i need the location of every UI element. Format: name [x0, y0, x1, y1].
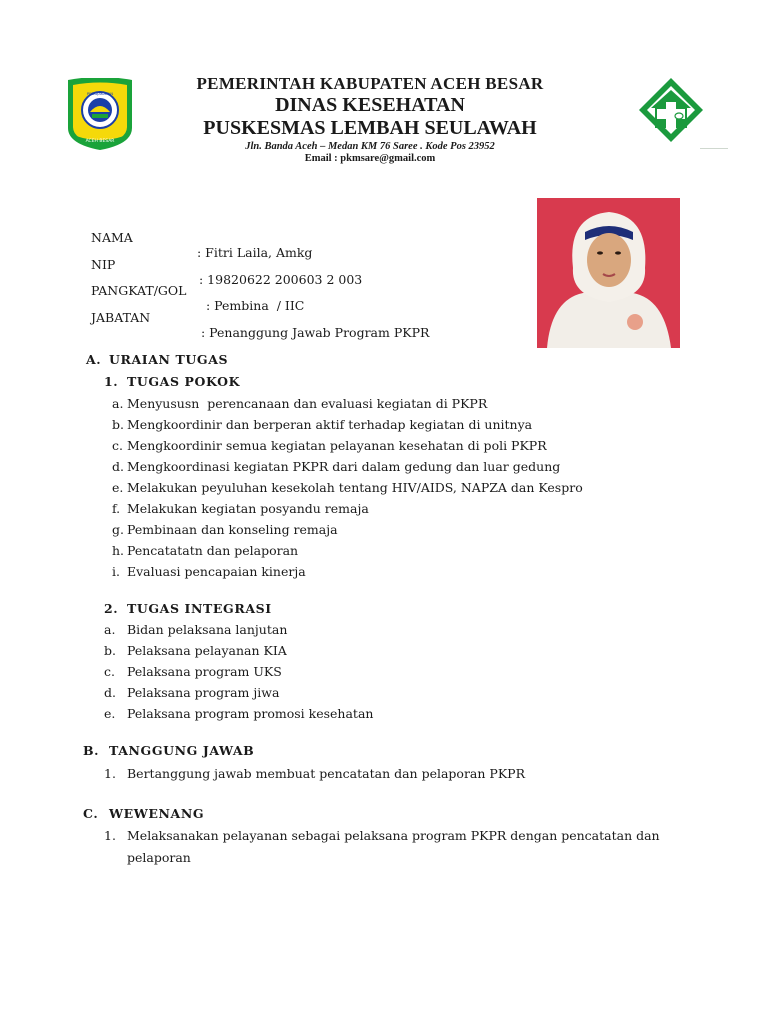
- identity-value: : 19820622 200603 2 003: [199, 272, 363, 287]
- identity-label: JABATAN: [91, 310, 151, 325]
- list-item-marker: e.: [112, 480, 124, 495]
- list-item-marker: d.: [112, 459, 124, 474]
- list-item-marker: d.: [104, 685, 116, 700]
- list-item-text: Pelaksana program jiwa: [127, 685, 280, 700]
- puskesmas-cross-logo: [637, 76, 705, 146]
- list-item-text: Pencatatatn dan pelaporan: [127, 543, 299, 558]
- section-c-marker: C.: [83, 806, 99, 821]
- aceh-besar-emblem-logo: [66, 78, 134, 152]
- list-item-marker: h.: [112, 543, 125, 558]
- list-item-text-continued: pelaporan: [127, 850, 191, 865]
- list-item-text: Menyususn perencanaan dan evaluasi kegiatan di PKPR: [127, 396, 488, 411]
- section-b-marker: B.: [83, 743, 100, 758]
- logo-arc-text: PEUDJAKATAN: [86, 91, 114, 96]
- list-item-marker: i.: [112, 564, 120, 579]
- list-item-marker: a.: [104, 622, 116, 637]
- identity-label: PANGKAT/GOL: [91, 283, 187, 298]
- identity-label: NAMA: [91, 230, 133, 245]
- list-item-marker: g.: [112, 522, 124, 537]
- logo-banner-text: ACEH BESAR: [85, 139, 115, 144]
- list-item-text: Mengkoordinir semua kegiatan pelayanan kesehatan di poli PKPR: [127, 438, 547, 453]
- list-item-text: Evaluasi pencapaian kinerja: [127, 564, 306, 579]
- list-item-text: Pelaksana program UKS: [127, 664, 282, 679]
- header-address: Jln. Banda Aceh – Medan KM 76 Saree . Kode Pos 23952: [245, 141, 495, 152]
- list-item-text: Melakukan peyuluhan kesekolah tentang HIV/AIDS, NAPZA dan Kespro: [127, 480, 583, 495]
- list-item-marker: c.: [104, 664, 115, 679]
- subsection-2-marker: 2.: [104, 601, 119, 616]
- list-item-marker: c.: [112, 438, 123, 453]
- list-item-text: Bidan pelaksana lanjutan: [127, 622, 288, 637]
- list-item-marker: f.: [112, 501, 121, 516]
- section-b-title: TANGGUNG JAWAB: [109, 743, 255, 758]
- list-item-text: Bertanggung jawab membuat pencatatan dan pelaporan PKPR: [127, 766, 525, 781]
- list-item-text: Mengkoordinir dan berperan aktif terhadap kegiatan di unitnya: [127, 417, 533, 432]
- subsection-2-title: TUGAS INTEGRASI: [127, 601, 272, 616]
- list-item-text: Pembinaan dan konseling remaja: [127, 522, 338, 537]
- header-department: DINAS KESEHATAN: [275, 94, 465, 116]
- list-item-marker: e.: [104, 706, 116, 721]
- list-item-text: Melakukan kegiatan posyandu remaja: [127, 501, 369, 516]
- identity-label: NIP: [91, 257, 116, 272]
- list-item-marker: b.: [104, 643, 116, 658]
- section-c-title: WEWENANG: [109, 806, 205, 821]
- list-item-marker: 1.: [104, 766, 116, 781]
- identity-value: : Pembina / IIC: [206, 298, 305, 313]
- identity-value: : Fitri Laila, Amkg: [197, 245, 313, 260]
- logo-rule: [700, 148, 728, 149]
- portrait-photo: [537, 198, 680, 348]
- section-a-title: URAIAN TUGAS: [109, 352, 229, 367]
- list-item-marker: 1.: [104, 828, 116, 843]
- header-puskesmas: PUSKESMAS LEMBAH SEULAWAH: [203, 117, 537, 139]
- subsection-1-title: TUGAS POKOK: [127, 374, 241, 389]
- header-email: Email : pkmsare@gmail.com: [304, 153, 436, 164]
- list-item-marker: b.: [112, 417, 124, 432]
- identity-value: : Penanggung Jawab Program PKPR: [201, 325, 430, 340]
- subsection-1-marker: 1.: [104, 374, 119, 389]
- list-item-text: Pelaksana pelayanan KIA: [127, 643, 287, 658]
- list-item-text: Pelaksana program promosi kesehatan: [127, 706, 374, 721]
- section-a-marker: A.: [86, 352, 102, 367]
- list-item-marker: a.: [112, 396, 124, 411]
- list-item-text: Mengkoordinasi kegiatan PKPR dari dalam gedung dan luar gedung: [127, 459, 561, 474]
- list-item-text: Melaksanakan pelayanan sebagai pelaksana program PKPR dengan pencatatan dan: [127, 828, 660, 843]
- header-government: PEMERINTAH KABUPATEN ACEH BESAR: [196, 74, 544, 93]
